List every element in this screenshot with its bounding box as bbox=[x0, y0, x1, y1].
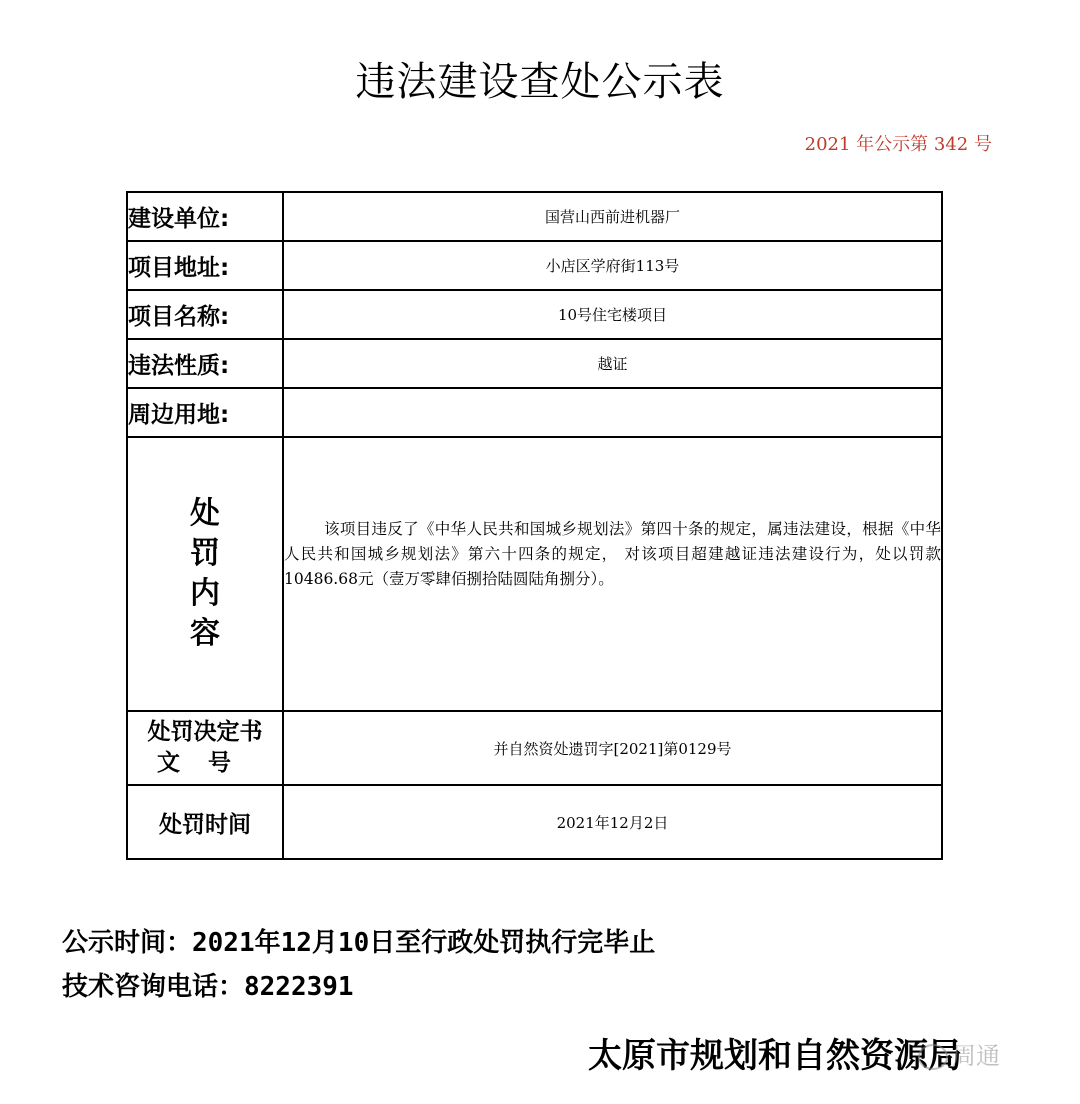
penalty-content-cell bbox=[283, 437, 942, 711]
unit-label: 建设单位: bbox=[127, 192, 283, 241]
address-value: 小店区学府街113号 bbox=[283, 241, 942, 290]
penalty-content-label bbox=[127, 437, 283, 711]
watermark bbox=[918, 1036, 1000, 1071]
nature-label: 违法性质: bbox=[127, 339, 283, 388]
penalty-content-text: 该项目违反了《中华人民共和国城乡规划法》第四十条的规定，属违法建设，根据《中华人民共和国城乡规划法》第六十四条的规定， 对该项目超建越证违法建设行为，处以罚款10486.68元（壹万零肆佰捌拾陆圆陆角捌分）。 bbox=[284, 519, 941, 588]
decision-label bbox=[127, 711, 283, 785]
issuer-name: 太原市规划和自然资源局 bbox=[588, 1036, 962, 1076]
document-title: 违法建设查处公示表 bbox=[355, 59, 725, 105]
decision-label-line2: 文号 bbox=[157, 750, 259, 776]
table-row bbox=[127, 290, 942, 339]
decision-value: 并自然资处遗罚字[2021]第0129号 bbox=[283, 711, 942, 785]
table-row bbox=[127, 711, 942, 785]
penalty-table bbox=[126, 191, 943, 860]
consult-phone: 技术咨询电话：8222391 bbox=[62, 972, 354, 1002]
table-row bbox=[127, 339, 942, 388]
decision-label-line1: 处罚决定书 bbox=[147, 719, 263, 745]
table-row bbox=[127, 241, 942, 290]
surroundings-label: 周边用地: bbox=[127, 388, 283, 437]
table-row bbox=[127, 437, 942, 711]
nature-value: 越证 bbox=[283, 339, 942, 388]
table-row bbox=[127, 388, 942, 437]
notice-number: 2021 年公示第 342 号 bbox=[804, 134, 992, 155]
penalty-label-char: 容 bbox=[190, 616, 220, 651]
table-row bbox=[127, 192, 942, 241]
wechat-icon bbox=[918, 1044, 948, 1070]
address-label: 项目地址: bbox=[127, 241, 283, 290]
unit-value: 国营山西前进机器厂 bbox=[283, 192, 942, 241]
project-value: 10号住宅楼项目 bbox=[283, 290, 942, 339]
project-label: 项目名称: bbox=[127, 290, 283, 339]
penalty-label-char: 处 bbox=[190, 496, 220, 531]
watermark-text: 周通 bbox=[952, 1042, 1000, 1070]
penalty-label-char: 内 bbox=[190, 576, 220, 611]
penalty-label-char: 罚 bbox=[190, 536, 220, 571]
publicity-time: 公示时间：2021年12月10日至行政处罚执行完毕止 bbox=[62, 928, 656, 958]
surroundings-value bbox=[283, 388, 942, 437]
penalty-time-label: 处罚时间 bbox=[127, 785, 283, 859]
table-row bbox=[127, 785, 942, 859]
penalty-time-value: 2021年12月2日 bbox=[283, 785, 942, 859]
